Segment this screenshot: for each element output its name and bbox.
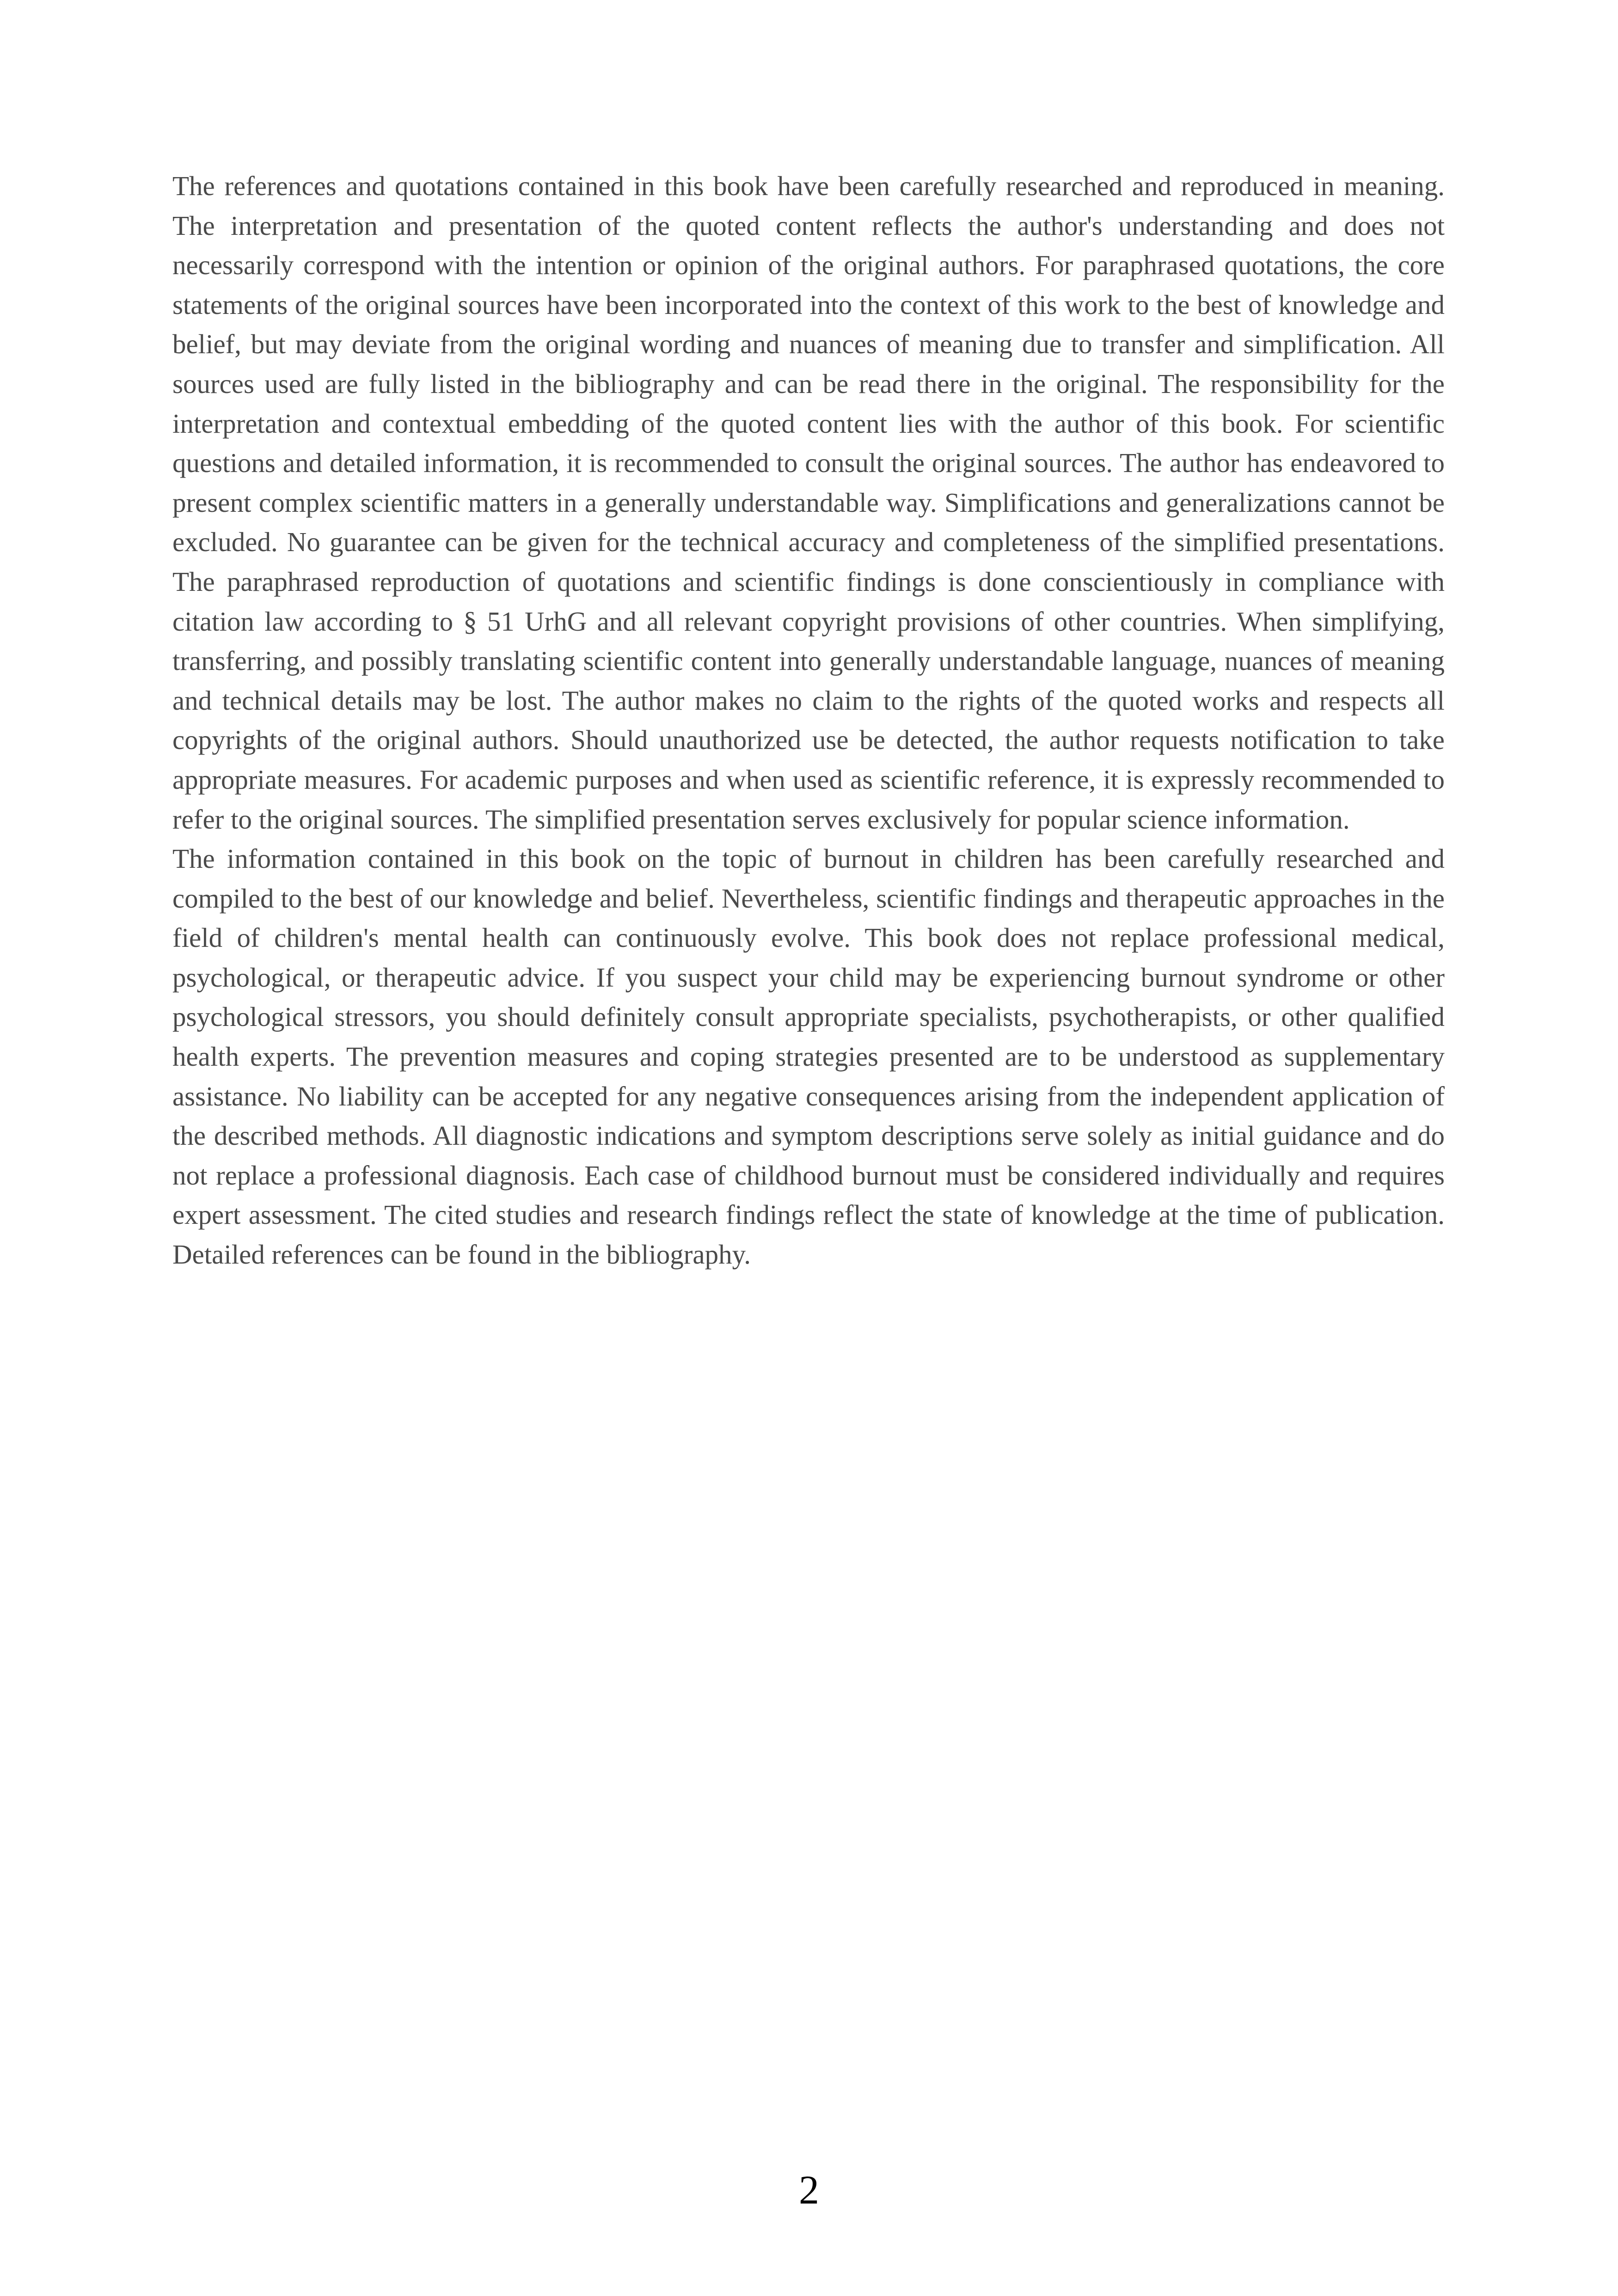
disclaimer-paragraph-health: The information contained in this book on the topic of burnout in children has been carefully researched and compiled to the best of our knowledge and belief. Nevertheless, scientific findings and therapeutic approaches in the field of children's mental health can continuously evolve. This book does not replace professional medical, psychological, or therapeutic advice. If you suspect your child may be experiencing burnout syndrome or other psychological stressors, you should definitely consult appropriate specialists, psychotherapists, or other qualified health experts. The prevention measures and coping strategies presented are to be understood as supplementary assistance. No liability can be accepted for any negative consequences arising from the independent application of the described methods. All diagnostic indications and symptom descriptions serve solely as initial guidance and do not replace a professional diagnosis. Each case of childhood burnout must be considered individually and requires expert assessment. The cited studies and research findings reflect the state of knowledge at the time of publication. Detailed references can be found in the bibliography. bbox=[172, 843, 1445, 1270]
disclaimer-paragraph-sources: The references and quotations contained in this book have been carefully researched and reproduced in meaning. The interpretation and presentation of the quoted content reflects the author's understanding and does not necessarily correspond with the intention or opinion of the original authors. For paraphrased quotations, the core statements of the original sources have been incorporated into the context of this work to the best of knowledge and belief, but may deviate from the original wording and nuances of meaning due to transfer and simplification. All sources used are fully listed in the bibliography and can be read there in the original. The responsibility for the interpretation and contextual embedding of the quoted content lies with the author of this book. For scientific questions and detailed information, it is recommended to consult the original sources. The author has endeavored to present complex scientific matters in a generally understandable way. Simplifications and generalizations cannot be excluded. No guarantee can be given for the technical accuracy and completeness of the simplified presentations. The paraphrased reproduction of quotations and scientific findings is done conscientiously in compliance with citation law according to § 51 UrhG and all relevant copyright provisions of other countries. When simplifying, transferring, and possibly translating scientific content into generally understandable language, nuances of meaning and technical details may be lost. The author makes no claim to the rights of the quoted works and respects all copyrights of the original authors. Should unauthorized use be detected, the author requests notification to take appropriate measures. For academic purposes and when used as scientific reference, it is expressly recommended to refer to the original sources. The simplified presentation serves exclusively for popular science information. bbox=[172, 171, 1445, 835]
body-text bbox=[172, 166, 1445, 1275]
page-number: 2 bbox=[799, 2168, 819, 2213]
